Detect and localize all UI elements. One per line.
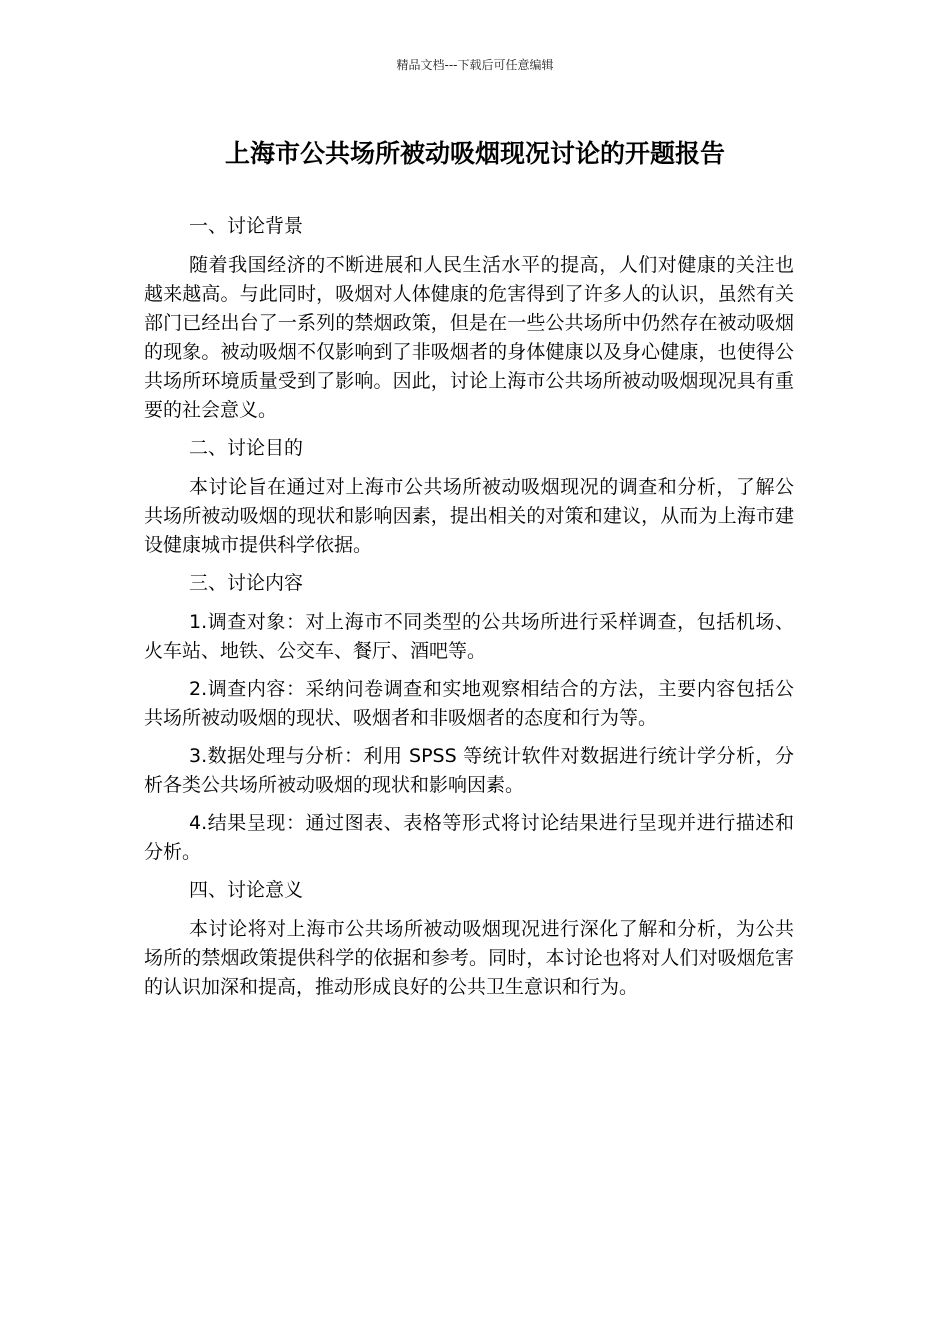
section-heading-purpose: 二、讨论目的 [189,437,304,459]
section-heading-significance: 四、讨论意义 [189,879,304,901]
document-body [144,212,794,1011]
paragraph-purpose: 本讨论旨在通过对上海市公共场所被动吸烟现况的调查和分析，了解公共场所被动吸烟的现状和影响因素，提出相关的对策和建议，从而为上海市建设健康城市提供科学依据。 [144,476,794,556]
page-header: 精品文档---下载后可任意编辑 [396,58,554,72]
paragraph-background: 随着我国经济的不断进展和人民生活水平的提高，人们对健康的关注也越来越高。与此同时，吸烟对人体健康的危害得到了许多人的认识，虽然有关部门已经出台了一系列的禁烟政策，但是在一些公共场所中仍然存在被动吸烟的现象。被动吸烟不仅影响到了非吸烟者的身体健康以及身心健康，也使得公共场所环境质量受到了影响。因此，讨论上海市公共场所被动吸烟现况具有重要的社会意义。 [144,254,794,421]
paragraph-significance: 本讨论将对上海市公共场所被动吸烟现况进行深化了解和分析，为公共场所的禁烟政策提供科学的依据和参考。同时，本讨论也将对人们对吸烟危害的认识加深和提高，推动形成良好的公共卫生意识和行为。 [144,918,794,998]
content-item-results: 4.结果呈现：通过图表、表格等形式将讨论结果进行呈现并进行描述和分析。 [144,812,794,863]
document-title: 上海市公共场所被动吸烟现况讨论的开题报告 [224,139,725,168]
section-heading-content: 三、讨论内容 [189,572,304,594]
content-item-methods: 2.调查内容：采纳问卷调查和实地观察相结合的方法，主要内容包括公共场所被动吸烟的现状、吸烟者和非吸烟者的态度和行为等。 [144,678,794,729]
section-heading-background: 一、讨论背景 [189,215,304,237]
content-item-analysis: 3.数据处理与分析：利用 SPSS 等统计软件对数据进行统计学分析，分析各类公共场所被动吸烟的现状和影响因素。 [144,745,794,796]
content-item-subjects: 1.调查对象：对上海市不同类型的公共场所进行采样调查，包括机场、火车站、地铁、公交车、餐厅、酒吧等。 [144,611,794,662]
